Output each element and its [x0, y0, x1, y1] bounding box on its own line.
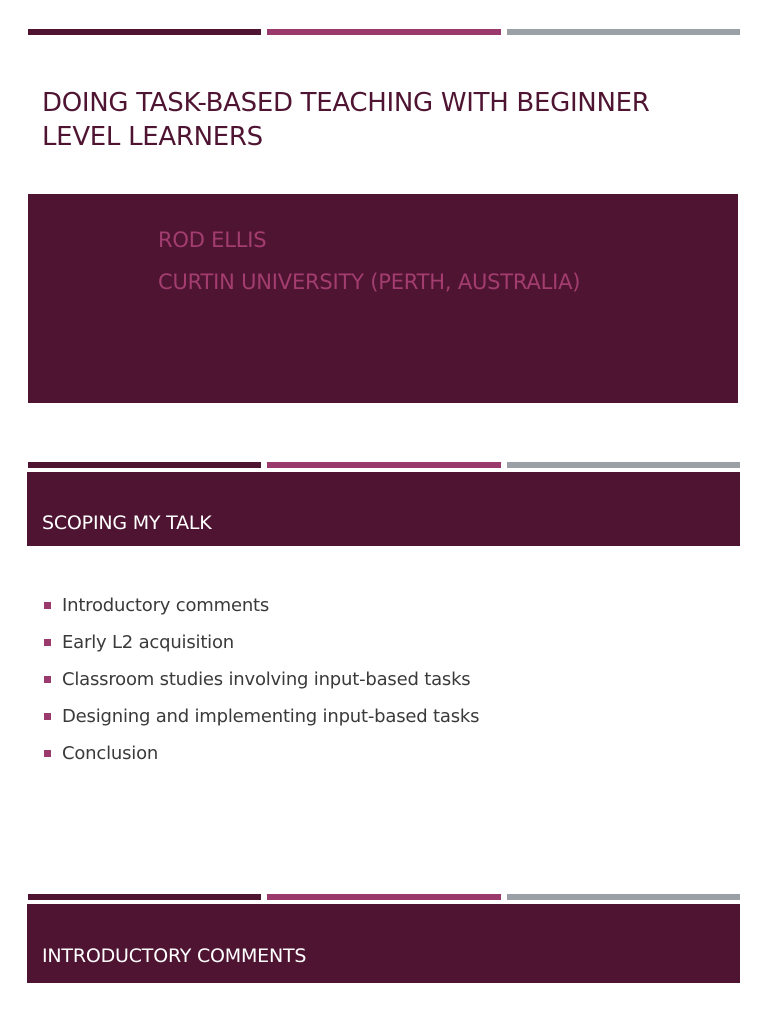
- list-item: [44, 661, 479, 698]
- bullet-list: [44, 587, 479, 772]
- decorative-stripe: [28, 894, 740, 900]
- slide-heading-band: [27, 472, 740, 546]
- list-item: [44, 735, 479, 772]
- list-item-text: Conclusion: [62, 743, 159, 764]
- author-affiliation: CURTIN UNIVERSITY (PERTH, AUSTRALIA): [158, 270, 581, 294]
- stripe-segment-accent: [267, 29, 500, 35]
- decorative-stripe: [28, 462, 740, 468]
- bullet-square-icon: [44, 676, 51, 683]
- list-item: [44, 698, 479, 735]
- slide-heading-band: [27, 904, 740, 983]
- stripe-segment-gray: [507, 29, 740, 35]
- decorative-stripe: [28, 29, 740, 35]
- slide-heading: INTRODUCTORY COMMENTS: [42, 945, 307, 967]
- list-item-text: Classroom studies involving input-based tasks: [62, 669, 471, 690]
- author-name: ROD ELLIS: [158, 228, 267, 252]
- list-item-text: Early L2 acquisition: [62, 632, 235, 653]
- stripe-segment-gray: [507, 462, 740, 468]
- bullet-square-icon: [44, 750, 51, 757]
- stripe-segment-accent: [267, 894, 500, 900]
- slide-heading: SCOPING MY TALK: [42, 512, 212, 534]
- list-item-text: Designing and implementing input-based tasks: [62, 706, 480, 727]
- list-item: [44, 587, 479, 624]
- list-item-text: Introductory comments: [62, 595, 270, 616]
- stripe-segment-dark: [28, 462, 261, 468]
- author-block: [28, 194, 738, 403]
- stripe-segment-dark: [28, 29, 261, 35]
- bullet-square-icon: [44, 639, 51, 646]
- bullet-square-icon: [44, 602, 51, 609]
- bullet-square-icon: [44, 713, 51, 720]
- stripe-segment-dark: [28, 894, 261, 900]
- slide-title: DOING TASK-BASED TEACHING WITH BEGINNER LEVEL LEARNERS: [42, 88, 650, 152]
- stripe-segment-gray: [507, 894, 740, 900]
- stripe-segment-accent: [267, 462, 500, 468]
- list-item: [44, 624, 479, 661]
